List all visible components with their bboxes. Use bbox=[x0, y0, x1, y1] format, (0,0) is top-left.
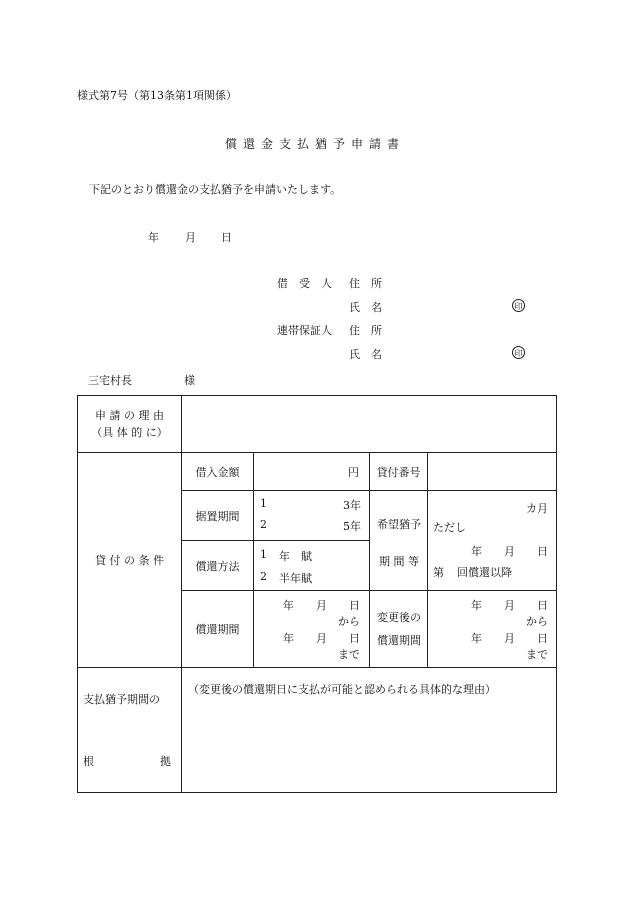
recipient-suffix: 様 bbox=[184, 374, 195, 387]
desired-label-cell bbox=[370, 491, 428, 591]
date-day-label: 日 bbox=[221, 231, 232, 244]
conditions-label-cell bbox=[78, 453, 182, 668]
repayment-period-label: 償還期間 bbox=[182, 591, 254, 668]
grace-option-1-num: 1 bbox=[260, 497, 267, 510]
borrower-address-label: 住 所 bbox=[349, 277, 382, 290]
period-until: まで bbox=[338, 648, 360, 661]
desired-from-prefix: 第 bbox=[433, 565, 444, 579]
desired-label-line1: 希望猶予 bbox=[377, 517, 421, 531]
changed-from: から bbox=[526, 615, 548, 628]
guarantor-seal-mark: 印 bbox=[512, 346, 525, 359]
borrower-seal-mark: 印 bbox=[512, 299, 525, 312]
application-table bbox=[77, 395, 557, 793]
guarantor-name-label: 氏 名 bbox=[349, 348, 382, 361]
recipient-name: 三宅村長 bbox=[88, 374, 132, 387]
desired-label-line2: 期 間 等 bbox=[379, 554, 419, 568]
basis-label-cell bbox=[78, 668, 182, 793]
changed-start-date: 年 月 日 bbox=[471, 599, 548, 612]
grace-option-1-value: 3年 bbox=[343, 499, 361, 512]
basis-input-cell[interactable] bbox=[182, 668, 557, 793]
borrower-name-label: 氏 名 bbox=[349, 301, 382, 314]
borrower-role: 借 受 人 bbox=[277, 277, 332, 290]
desired-from-suffix: 回償還以降 bbox=[457, 565, 512, 579]
document-title: 償還金支払猶予申請書 bbox=[224, 137, 405, 151]
grace-period-options[interactable] bbox=[254, 491, 370, 541]
changed-period-field[interactable] bbox=[428, 591, 557, 668]
guarantor-role: 連帯保証人 bbox=[277, 324, 332, 337]
method-option-2-num: 2 bbox=[260, 570, 267, 583]
desired-months-unit: カ月 bbox=[526, 501, 548, 515]
loan-number-field[interactable] bbox=[428, 453, 557, 491]
date-month-label: 月 bbox=[185, 231, 196, 244]
loan-amount-label: 借入金額 bbox=[182, 453, 254, 491]
intro-text: 下記のとおり償還金の支払猶予を申請いたします。 bbox=[89, 183, 342, 196]
period-start-date: 年 月 日 bbox=[283, 599, 360, 612]
basis-note: （変更後の償還期日に支払が可能と認められる具体的な理由） bbox=[188, 683, 496, 696]
desired-period-field[interactable] bbox=[428, 491, 557, 591]
grace-period-label: 据置期間 bbox=[182, 491, 254, 541]
grace-option-2-num: 2 bbox=[260, 518, 267, 531]
reason-label-line2: （具 体 的 に） bbox=[91, 426, 168, 439]
desired-date: 年 月 日 bbox=[471, 544, 548, 558]
period-end-date: 年 月 日 bbox=[283, 632, 360, 645]
repayment-method-options[interactable] bbox=[254, 541, 370, 591]
date-year-label: 年 bbox=[148, 231, 159, 244]
loan-number-label: 貸付番号 bbox=[370, 453, 428, 491]
loan-amount-field[interactable] bbox=[254, 453, 370, 491]
changed-period-label-cell bbox=[370, 591, 428, 668]
changed-end-date: 年 月 日 bbox=[471, 632, 548, 645]
repayment-method-label: 償還方法 bbox=[182, 541, 254, 591]
conditions-label: 貸 付 の 条 件 bbox=[95, 554, 164, 567]
period-from: から bbox=[338, 615, 360, 628]
basis-label-line2: 根 拠 bbox=[83, 755, 171, 768]
method-option-1-num: 1 bbox=[260, 548, 267, 561]
method-option-1-value: 年 賦 bbox=[279, 550, 312, 563]
basis-label-line1: 支払猶予期間の bbox=[83, 693, 160, 706]
changed-until: まで bbox=[526, 648, 548, 661]
form-number: 様式第7号（第13条第1項関係） bbox=[77, 89, 237, 102]
desired-proviso: ただし bbox=[433, 520, 466, 534]
loan-amount-unit: 円 bbox=[348, 465, 359, 479]
reason-label-line1: 申 請 の 理 由 bbox=[95, 409, 164, 422]
grace-option-2-value: 5年 bbox=[343, 520, 361, 533]
guarantor-address-label: 住 所 bbox=[349, 324, 382, 337]
reason-input-cell[interactable] bbox=[182, 396, 557, 453]
method-option-2-value: 半年賦 bbox=[279, 572, 312, 585]
changed-label-line1: 変更後の bbox=[377, 611, 421, 624]
changed-label-line2: 償還期間 bbox=[377, 634, 421, 647]
reason-label-cell bbox=[78, 396, 182, 453]
repayment-period-field[interactable] bbox=[254, 591, 370, 668]
